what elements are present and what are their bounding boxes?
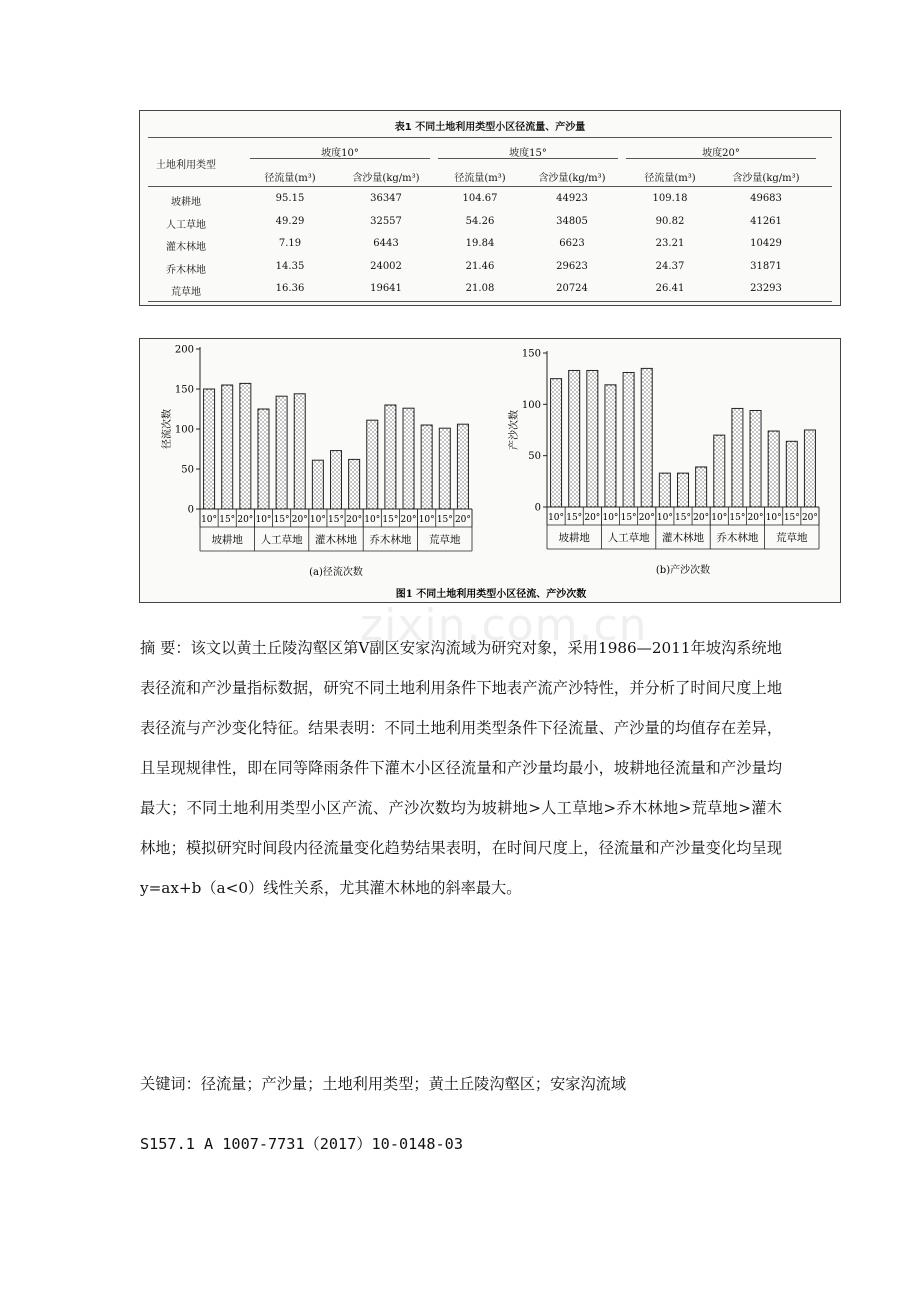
y-tick-label: 100 <box>174 424 194 436</box>
keywords-line: 关键词：径流量；产沙量；土地利用类型；黄土丘陵沟壑区；安家沟流域 <box>140 1075 626 1093</box>
x-sub-label: 15° <box>382 515 399 525</box>
table-cell: 20724 <box>556 283 588 294</box>
x-category-label: 荒草地 <box>776 532 808 544</box>
x-sub-label: 20° <box>291 515 308 525</box>
row-label: 坡耕地 <box>171 197 201 208</box>
table-cell: 6623 <box>559 238 585 249</box>
group-header: 坡度10° <box>321 148 359 159</box>
table-title: 表1 不同土地利用类型小区径流量、产沙量 <box>394 122 586 133</box>
table-cell: 44923 <box>556 193 588 204</box>
x-sub-label: 10° <box>765 513 782 523</box>
bar <box>421 425 432 509</box>
bar <box>623 373 634 507</box>
x-category-label: 灌木林地 <box>315 534 357 546</box>
column-header: 含沙量(kg/m³) <box>352 173 420 184</box>
x-sub-label: 10° <box>548 513 565 523</box>
table-cell: 19641 <box>370 283 402 294</box>
x-sub-label: 20° <box>801 513 818 523</box>
table-cell: 10429 <box>750 238 782 249</box>
x-sub-label: 20° <box>747 513 764 523</box>
x-sub-label: 20° <box>638 513 655 523</box>
y-tick-label: 0 <box>187 504 194 516</box>
row-label: 乔木林地 <box>166 264 206 276</box>
bar <box>786 441 797 507</box>
runoff-count-chart <box>160 345 472 579</box>
y-axis-label: 产沙次数 <box>509 410 520 450</box>
table-cell: 54.26 <box>465 215 495 227</box>
bar <box>222 385 233 509</box>
y-tick-label: 150 <box>174 384 194 396</box>
bar <box>678 473 689 507</box>
y-tick-label: 100 <box>521 399 541 411</box>
x-sub-label: 15° <box>219 515 236 525</box>
table-cell: 49683 <box>750 193 782 204</box>
table-cell: 7.19 <box>278 238 302 249</box>
table-cell: 29623 <box>556 260 588 272</box>
table-bottom-rule <box>148 301 832 302</box>
x-category-label: 坡耕地 <box>211 534 243 546</box>
figure-1 <box>139 338 841 603</box>
x-sub-label: 20° <box>400 515 417 525</box>
bar <box>349 459 360 509</box>
bar <box>551 379 562 507</box>
table-cell: 32557 <box>370 215 402 227</box>
x-sub-label: 15° <box>436 515 453 525</box>
table-cell: 24.37 <box>655 260 685 272</box>
x-category-label: 乔木林地 <box>716 532 759 544</box>
x-sub-label: 20° <box>584 513 601 523</box>
bar <box>439 428 450 509</box>
bar <box>714 435 725 507</box>
table-cell: 21.08 <box>465 283 495 294</box>
table-cell: 21.46 <box>465 260 495 272</box>
table-cell: 36347 <box>370 193 402 204</box>
x-sub-label: 10° <box>711 513 728 523</box>
bar <box>569 370 580 507</box>
row-header: 土地利用类型 <box>156 160 216 171</box>
column-header: 径流量(m³) <box>264 173 316 184</box>
row-label: 人工草地 <box>166 219 206 231</box>
x-sub-label: 20° <box>237 515 254 525</box>
table-cell: 104.67 <box>462 193 498 204</box>
row-label: 荒草地 <box>171 287 201 298</box>
bar <box>605 385 616 507</box>
x-sub-label: 10° <box>201 515 218 525</box>
x-category-label: 坡耕地 <box>558 532 590 544</box>
x-sub-label: 10° <box>418 515 435 525</box>
table-cell: 49.29 <box>275 215 305 227</box>
bar <box>331 451 342 509</box>
table-cell: 90.82 <box>655 215 685 227</box>
bar <box>204 389 215 509</box>
abstract-block <box>140 628 782 908</box>
sediment-count-chart <box>507 349 819 577</box>
y-tick-label: 200 <box>174 344 194 356</box>
bar <box>732 408 743 507</box>
table-cell: 109.18 <box>652 193 688 204</box>
column-header: 径流量(m³) <box>644 173 696 184</box>
y-tick-label: 150 <box>521 348 541 360</box>
table-cell: 34805 <box>556 215 588 227</box>
table-header-rule <box>148 186 832 187</box>
table-cell: 23.21 <box>655 238 685 249</box>
table-cell: 19.84 <box>465 238 495 249</box>
table-1 <box>139 110 841 306</box>
table-cell: 31871 <box>750 260 782 272</box>
x-sub-label: 15° <box>783 513 800 523</box>
x-category-label: 乔木林地 <box>369 534 412 546</box>
bar <box>659 473 670 507</box>
bar <box>276 396 287 509</box>
x-sub-label: 20° <box>693 513 710 523</box>
bar <box>696 467 707 507</box>
table-cell: 14.35 <box>275 260 305 272</box>
x-sub-label: 20° <box>346 515 363 525</box>
table-cell: 23293 <box>750 283 782 294</box>
figure-1-charts <box>140 339 841 603</box>
bar <box>240 383 251 509</box>
x-sub-label: 20° <box>454 515 471 525</box>
chart-subtitle: (b)产沙次数 <box>655 565 711 576</box>
table-cell: 24002 <box>370 260 402 272</box>
bar <box>750 410 761 507</box>
x-category-label: 荒草地 <box>429 534 461 546</box>
bar <box>385 405 396 509</box>
x-sub-label: 10° <box>364 515 381 525</box>
table-cell: 6443 <box>373 238 399 249</box>
bar <box>641 368 652 507</box>
row-label: 灌木林地 <box>166 242 206 253</box>
column-header: 含沙量(kg/m³) <box>538 173 606 184</box>
column-header: 含沙量(kg/m³) <box>732 173 800 184</box>
y-tick-label: 50 <box>528 451 541 463</box>
x-sub-label: 10° <box>602 513 619 523</box>
table-top-rule <box>148 137 832 138</box>
x-category-label: 人工草地 <box>260 534 303 546</box>
x-sub-label: 15° <box>273 515 290 525</box>
y-tick-label: 0 <box>534 502 541 514</box>
column-header: 径流量(m³) <box>454 173 506 184</box>
bar <box>587 370 598 507</box>
chart-subtitle: (a)径流次数 <box>309 567 363 578</box>
x-sub-label: 15° <box>620 513 637 523</box>
y-axis-label: 径流次数 <box>162 409 173 449</box>
x-sub-label: 15° <box>566 513 583 523</box>
bar <box>768 431 779 507</box>
figure-caption: 图1 不同土地利用类型小区径流、产沙次数 <box>395 589 587 600</box>
x-sub-label: 15° <box>675 513 691 523</box>
bar <box>294 394 305 509</box>
x-sub-label: 10° <box>309 515 326 525</box>
y-tick-label: 50 <box>181 464 194 476</box>
bar <box>457 424 468 509</box>
group-header: 坡度20° <box>702 148 740 159</box>
watermark: zixin.com.cn <box>360 600 648 651</box>
classification-line: S157.1 A 1007-7731（2017）10-0148-03 <box>140 1135 463 1153</box>
x-sub-label: 15° <box>729 513 746 523</box>
x-category-label: 人工草地 <box>607 532 650 544</box>
bar <box>403 408 414 509</box>
table-cell: 16.36 <box>275 283 305 294</box>
bar <box>804 430 815 507</box>
bar <box>258 409 269 509</box>
x-sub-label: 10° <box>656 513 673 523</box>
table-cell: 41261 <box>750 215 782 227</box>
bar <box>367 420 378 509</box>
bar <box>312 460 323 509</box>
table-cell: 26.41 <box>655 283 685 294</box>
x-sub-label: 10° <box>255 515 272 525</box>
group-header: 坡度15° <box>509 148 547 159</box>
x-category-label: 灌木林地 <box>662 532 704 544</box>
x-sub-label: 15° <box>328 515 344 525</box>
table-cell: 95.15 <box>275 193 305 204</box>
abstract-paragraph: 摘 要：该文以黄土丘陵沟壑区第Ⅴ副区安家沟流域为研究对象，采用1986—2011年坡沟系统地表径流和产沙量指标数据，研究不同土地利用条件下地表产流产沙特性，并分析了时间尺度上地表径流与产沙变化特征。结果表明：不同土地利用类型条件下径流量、产沙量的均值存在差异，且呈现规律性，即在同等降雨条件下灌木小区径流量和产沙量均最小，坡耕地径流量和产沙量均最大；不同土地利用类型小区产流、产沙次数均为坡耕地>人工草地>乔木林地>荒草地>灌木林地；模拟研究时间段内径流量变化趋势结果表明，在时间尺度上，径流量和产沙量变化均呈现 y=ax+b（a<0）线性关系，尤其灌木林地的斜率最大。 <box>140 639 782 897</box>
